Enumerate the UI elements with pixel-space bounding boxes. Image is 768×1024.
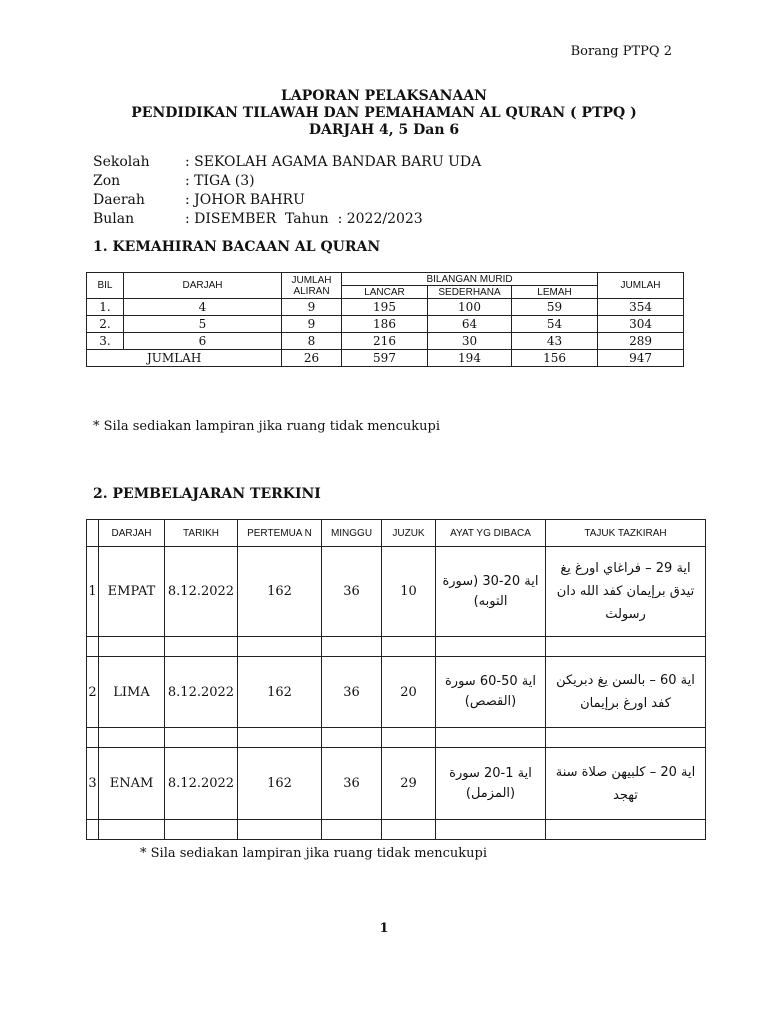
cell-tajuk: اية 20 – كلبيهن صلاة سنة تهجد [546, 748, 706, 820]
cell-jumlah: 354 [598, 299, 684, 316]
cell-tajuk: اية 60 – بالسن يغ دبريكن كفد اورغ برإيمان [546, 657, 706, 728]
cell-tajuk: اية 29 – فراغاي اورغ يغ تيدق برإيمان كفد الله دان رسولث [546, 547, 706, 637]
cell-lemah: 43 [512, 333, 598, 350]
total-sederhana: 194 [428, 350, 512, 367]
report-grade-line: DARJAH 4, 5 Dan 6 [308, 122, 460, 138]
section-heading-reading-skill: 1. KEMAHIRAN BACAAN AL QURAN [93, 239, 381, 255]
header-sederhana: SEDERHANA [428, 286, 512, 299]
latest-learning-table [86, 519, 706, 840]
cell-sederhana: 30 [428, 333, 512, 350]
cell-darjah: ENAM [99, 748, 165, 820]
cell-darjah: 6 [124, 333, 282, 350]
header-bilangan-murid: BILANGAN MURID [342, 273, 598, 286]
header-darjah: DARJAH [124, 273, 282, 299]
total-row [87, 350, 684, 367]
cell-lemah: 59 [512, 299, 598, 316]
info-value: : JOHOR BAHRU [185, 192, 305, 208]
cell-lemah: 54 [512, 316, 598, 333]
report-title: LAPORAN PELAKSANAAN [281, 88, 487, 104]
info-value: : TIGA (3) [185, 173, 255, 189]
cell-darjah: 4 [124, 299, 282, 316]
cell-bil: 1. [87, 299, 124, 316]
total-lancar: 597 [342, 350, 428, 367]
header-pertemuan: PERTEMUA N [238, 520, 322, 547]
cell-darjah: EMPAT [99, 547, 165, 637]
cell-darjah: 5 [124, 316, 282, 333]
info-label: Zon [93, 173, 121, 189]
cell-lancar: 186 [342, 316, 428, 333]
cell-pertemuan: 162 [238, 748, 322, 820]
total-label: JUMLAH [87, 350, 282, 367]
header-no [87, 520, 99, 547]
cell-aliran: 8 [282, 333, 342, 350]
info-row-district [93, 192, 481, 211]
header-jumlah-aliran: JUMLAH ALIRAN [282, 273, 342, 299]
cell-jumlah: 289 [598, 333, 684, 350]
cell-ayat: اية 1-20 سورة (المزمل) [436, 748, 546, 820]
blank-row [87, 637, 706, 657]
info-label: Sekolah [93, 154, 150, 170]
school-info [93, 154, 481, 230]
cell-darjah: LIMA [99, 657, 165, 728]
header-tajuk: TAJUK TAZKIRAH [546, 520, 706, 547]
info-row-month [93, 211, 481, 230]
section-heading-latest-learning: 2. PEMBELAJARAN TERKINI [93, 486, 321, 502]
header-jumlah: JUMLAH [598, 273, 684, 299]
header-ayat: AYAT YG DIBACA [436, 520, 546, 547]
blank-row [87, 820, 706, 840]
reading-skill-table [86, 272, 684, 367]
form-code: Borang PTPQ 2 [570, 44, 672, 59]
cell-minggu: 36 [322, 657, 382, 728]
info-label: Daerah [93, 192, 145, 208]
info-value: : DISEMBER Tahun : 2022/2023 [185, 211, 423, 227]
table-row [87, 748, 706, 820]
table-row [87, 316, 684, 333]
info-row-school [93, 154, 481, 173]
cell-tarikh: 8.12.2022 [165, 547, 238, 637]
cell-jumlah: 304 [598, 316, 684, 333]
cell-ayat: اية 20-30 (سورة التوبه) [436, 547, 546, 637]
header-bil: BIL [87, 273, 124, 299]
info-value: : SEKOLAH AGAMA BANDAR BARU UDA [185, 154, 482, 170]
table-row [87, 547, 706, 637]
header-juzuk: JUZUK [382, 520, 436, 547]
cell-pertemuan: 162 [238, 657, 322, 728]
cell-aliran: 9 [282, 299, 342, 316]
total-lemah: 156 [512, 350, 598, 367]
info-label: Bulan [93, 211, 135, 227]
cell-no: 3 [87, 748, 99, 820]
table-row [87, 333, 684, 350]
table-row [87, 299, 684, 316]
report-subtitle: PENDIDIKAN TILAWAH DAN PEMAHAMAN AL QURAN ( PTPQ ) [131, 105, 637, 121]
blank-row [87, 728, 706, 748]
cell-ayat: اية 50-60 سورة (القصص) [436, 657, 546, 728]
header-darjah: DARJAH [99, 520, 165, 547]
attachment-note: * Sila sediakan lampiran jika ruang tidak mencukupi [93, 419, 441, 434]
page-number: 1 [379, 921, 389, 936]
header-lancar: LANCAR [342, 286, 428, 299]
cell-juzuk: 20 [382, 657, 436, 728]
cell-no: 2 [87, 657, 99, 728]
cell-sederhana: 64 [428, 316, 512, 333]
cell-sederhana: 100 [428, 299, 512, 316]
cell-bil: 3. [87, 333, 124, 350]
cell-minggu: 36 [322, 748, 382, 820]
header-tarikh: TARIKH [165, 520, 238, 547]
header-lemah: LEMAH [512, 286, 598, 299]
attachment-note: * Sila sediakan lampiran jika ruang tidak mencukupi [140, 846, 488, 861]
cell-aliran: 9 [282, 316, 342, 333]
info-row-zone [93, 173, 481, 192]
header-minggu: MINGGU [322, 520, 382, 547]
cell-pertemuan: 162 [238, 547, 322, 637]
cell-juzuk: 29 [382, 748, 436, 820]
cell-juzuk: 10 [382, 547, 436, 637]
cell-lancar: 216 [342, 333, 428, 350]
cell-bil: 2. [87, 316, 124, 333]
table-row [87, 657, 706, 728]
cell-lancar: 195 [342, 299, 428, 316]
cell-tarikh: 8.12.2022 [165, 657, 238, 728]
cell-minggu: 36 [322, 547, 382, 637]
cell-no: 1 [87, 547, 99, 637]
total-jumlah: 947 [598, 350, 684, 367]
total-aliran: 26 [282, 350, 342, 367]
cell-tarikh: 8.12.2022 [165, 748, 238, 820]
